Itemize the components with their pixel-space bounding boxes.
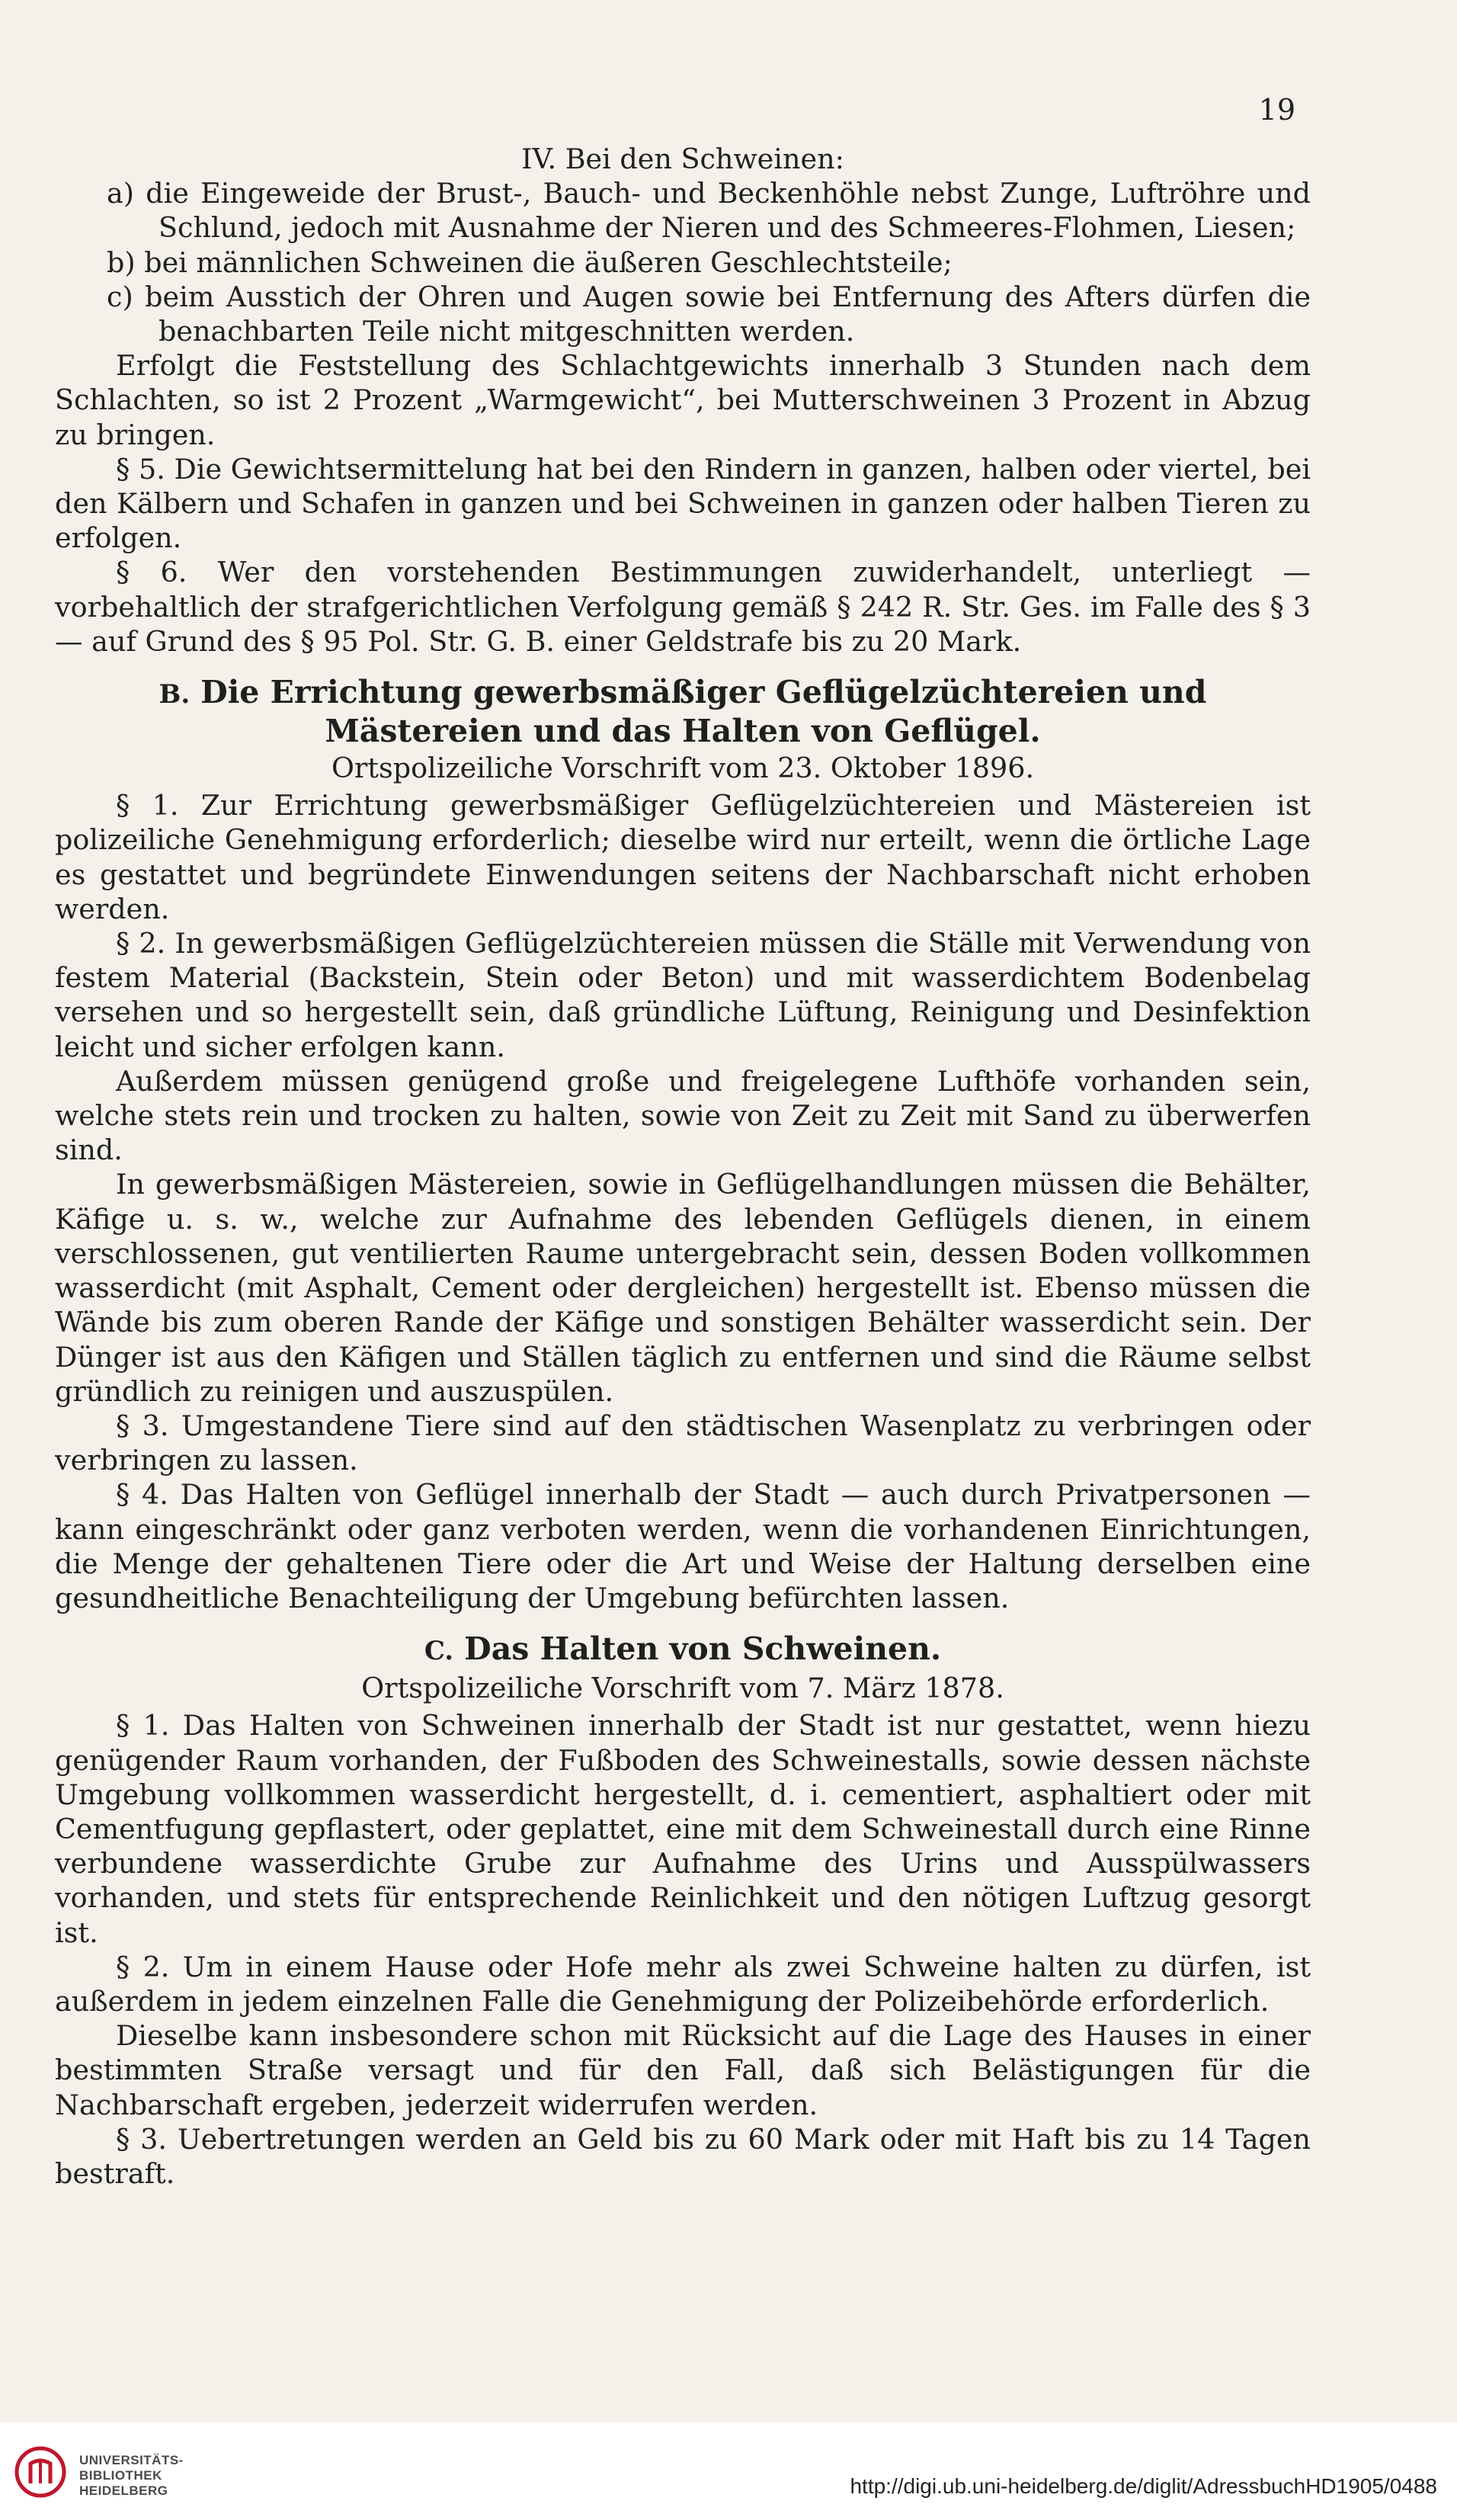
library-name [79, 2453, 184, 2499]
page-number: 19 [1258, 93, 1295, 127]
paragraph-erfolgt: Erfolgt die Feststellung des Schlachtgewichts innerhalb 3 Stunden nach dem Schlachten, so ist 2 Prozent „Warmgewicht“, bei Mutterschweinen 3 Prozent in Abzug zu bringen. [55, 349, 1311, 451]
section-b-title-line2: Mästereien und das Halten von Geflügel. [325, 713, 1041, 750]
section-c-paragraph: § 1. Das Halten von Schweinen innerhalb der Stadt ist nur gestattet, wenn hiezu genügender Raum vorhanden, der Fußboden des Schweinestalls, sowie dessen nächste Umgebung vollkommen wasserdicht hergestellt, d. i. cementiert, asphaltiert oder mit Cementfugung gepflastert, oder geplattet, eine mit dem Schweinestall durch eine Rinne verbundene wasserdichte Grube zur Aufnahme des Urins und Ausspülwassers vorhanden, und stets für entsprechende Reinlichkeit und den nötigen Luftzug gesorgt ist. [55, 1709, 1311, 1949]
section-b-paragraph: § 2. In gewerbsmäßigen Geflügelzüchtereien müssen die Ställe mit Verwendung von festem Material (Backstein, Stein oder Beton) und mit wasserdichtem Bodenbelag versehen und so hergestellt sein, daß gründliche Lüftung, Reinigung und Desinfektion leicht und sicher erfolgen kann. [55, 927, 1311, 1063]
paragraph-6: § 6. Wer den vorstehenden Bestimmungen zuwiderhandelt, unterliegt — vorbehaltlich der strafgerichtlichen Verfolgung gemäß § 242 R. Str. Ges. im Falle des § 3 — auf Grund des § 95 Pol. Str. G. B. einer Geldstrafe bis zu 20 Mark. [55, 556, 1311, 658]
section-c-title-text: Das Halten von Schweinen. [464, 1630, 942, 1668]
list-item-c: c) beim Ausstich der Ohren und Augen sowie bei Entfernung des Afters dürfen die benachbarten Teile nicht mitgeschnitten werden. [107, 280, 1311, 348]
list-item-b: b) bei männlichen Schweinen die äußeren Geschlechtsteile; [107, 245, 953, 279]
section-c-subtitle: Ortspolizeiliche Vorschrift vom 7. März 1878. [361, 1672, 1004, 1705]
section-c-title [55, 1630, 1311, 1669]
list-item-a: a) die Eingeweide der Brust-, Bauch- und Beckenhöhle nebst Zunge, Luftröhre und Schlund, jedoch mit Ausnahme der Nieren und des Schmeeres-Flohmen, Liesen; [107, 177, 1311, 245]
library-name-line2: BIBLIOTHEK [79, 2468, 162, 2483]
section-b-title-line1: Die Errichtung gewerbsmäßiger Geflügelzüchtereien und [200, 674, 1207, 711]
section-b-paragraph: In gewerbsmäßigen Mästereien, sowie in Geflügelhandlungen müssen die Behälter, Käfige u. s. w., welche zur Aufnahme des lebenden Geflügels dienen, in einem verschlossenen, gut ventilierten Raume untergebracht sein, dessen Boden vollkommen wasserdicht (mit Asphalt, Cement oder dergleichen) hergestellt ist. Ebenso müssen die Wände bis zum oberen Rande der Käfige und sonstigen Behälter wasserdicht sein. Der Dünger ist aus den Käfigen und Ställen täglich zu entfernen und sind die Räume selbst gründlich zu reinigen und auszuspülen. [55, 1168, 1311, 1408]
section-b-paragraph: Außerdem müssen genügend große und freigelegene Lufthöfe vorhanden sein, welche stets rein und trocken zu halten, sowie von Zeit zu Zeit mit Sand zu überwerfen sind. [55, 1064, 1311, 1167]
source-url-link[interactable]: http://digi.ub.uni-heidelberg.de/diglit/AdressbuchHD1905/0488 [850, 2474, 1437, 2498]
section-b-paragraph: § 3. Umgestandene Tiere sind auf den städtischen Wasenplatz zu verbringen oder verbringen zu lassen. [55, 1409, 1311, 1477]
section-c-paragraph: § 2. Um in einem Hause oder Hofe mehr als zwei Schweine halten zu dürfen, ist außerdem in jedem einzelnen Falle die Genehmigung der Polizeibehörde erforderlich. [55, 1950, 1311, 2018]
library-logo-icon [14, 2445, 67, 2499]
section-b-title [55, 674, 1311, 749]
section-c-letter: C. [424, 1636, 454, 1667]
library-name-line1: UNIVERSITÄTS- [79, 2453, 184, 2467]
paragraph-5: § 5. Die Gewichtsermittelung hat bei den Rindern in ganzen, halben oder viertel, bei den Kälbern und Schafen in ganzen und bei Schweinen in ganzen oder halben Tieren zu erfolgen. [55, 452, 1311, 555]
section-b-subtitle: Ortspolizeiliche Vorschrift vom 23. Oktober 1896. [331, 752, 1035, 785]
page-text [55, 82, 1311, 2191]
section-c-paragraph: § 3. Uebertretungen werden an Geld bis zu 60 Mark oder mit Haft bis zu 14 Tagen bestraft. [55, 2122, 1311, 2190]
heading-iv: IV. Bei den Schweinen: [521, 143, 844, 175]
section-b-paragraph: § 1. Zur Errichtung gewerbsmäßiger Geflügelzüchtereien und Mästereien ist polizeiliche Genehmigung erforderlich; dieselbe wird nur erteilt, wenn die örtliche Lage es gestattet und begründete Einwendungen seitens der Nachbarschaft nicht erhoben werden. [55, 789, 1311, 925]
section-b-paragraph: § 4. Das Halten von Geflügel innerhalb der Stadt — auch durch Privatpersonen — kann eingeschränkt oder ganz verboten werden, wenn die vorhandenen Einrichtungen, die Menge der gehaltenen Tiere oder die Art und Weise der Haltung derselben eine gesundheitliche Benachteiligung der Umgebung befürchten lassen. [55, 1478, 1311, 1614]
section-c-paragraph: Dieselbe kann insbesondere schon mit Rücksicht auf die Lage des Hauses in einer bestimmten Straße versagt und für den Fall, daß sich Belästigungen für die Nachbarschaft ergeben, jederzeit widerrufen werden. [55, 2019, 1311, 2121]
library-name-line3: HEIDELBERG [79, 2483, 168, 2498]
footer-bar [0, 2422, 1457, 2520]
section-b-letter: B. [159, 679, 191, 710]
